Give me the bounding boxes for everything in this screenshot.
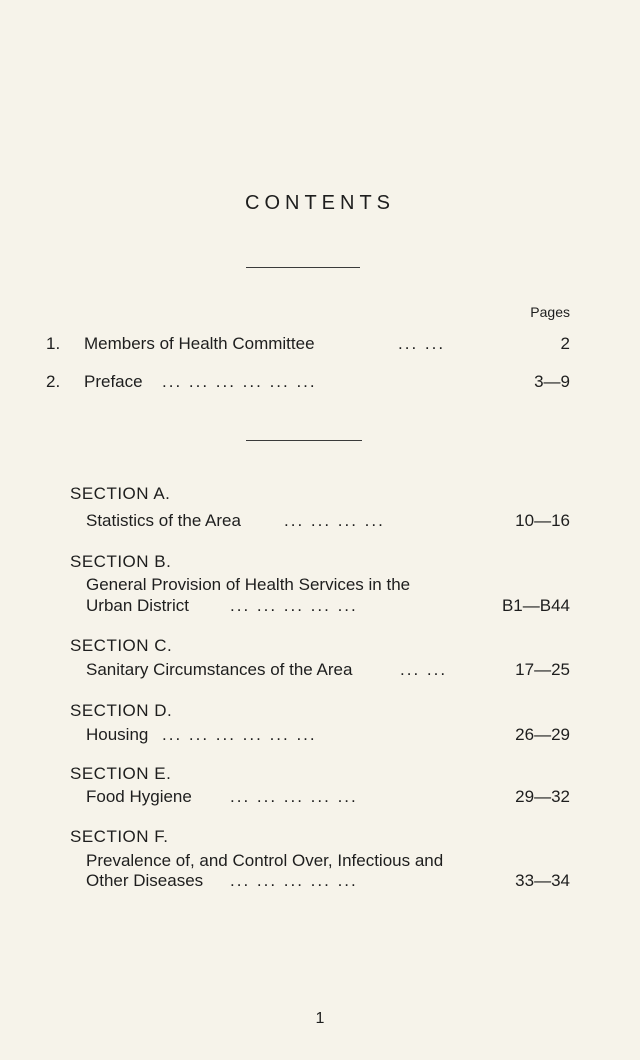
leader-dots: ... ... ... ... ...	[230, 596, 358, 615]
entry-pages: B1—B44	[501, 596, 570, 615]
leader-dots: ... ...	[400, 660, 448, 679]
leader-dots: ... ... ... ... ...	[230, 871, 358, 890]
entry-pages: 2	[560, 334, 570, 353]
pages-column-header: Pages	[530, 304, 570, 320]
entry-label: Sanitary Circumstances of the Area	[86, 660, 353, 679]
leader-dots: ... ... ... ... ...	[230, 787, 358, 806]
entry-pages: 17—25	[515, 660, 570, 679]
entry-number: 2.	[46, 372, 61, 391]
entry-label: Housing	[86, 725, 149, 744]
entry-label: Urban District	[86, 596, 189, 615]
toc-entry	[0, 660, 640, 684]
toc-entry	[0, 372, 640, 396]
leader-dots: ... ...	[398, 334, 446, 353]
toc-entry	[0, 511, 640, 535]
section-heading: SECTION C.	[70, 636, 173, 655]
toc-entry	[0, 596, 640, 620]
entry-pages: 33—34	[515, 871, 570, 890]
toc-entry	[0, 725, 640, 749]
leader-dots: ... ... ... ... ... ...	[162, 372, 317, 391]
entry-pages: 29—32	[515, 787, 570, 806]
entry-label: Other Diseases	[86, 871, 204, 890]
leader-dots: ... ... ... ... ... ...	[162, 725, 317, 744]
toc-entry	[0, 871, 640, 895]
toc-entry	[0, 334, 640, 358]
entry-label: Members of Health Committee	[84, 334, 315, 353]
entry-pages: 3—9	[534, 372, 570, 391]
section-heading: SECTION D.	[70, 701, 173, 720]
section-heading: SECTION F.	[70, 827, 169, 846]
section-heading: SECTION E.	[70, 764, 172, 783]
divider-rule	[246, 267, 360, 268]
entry-label: Statistics of the Area	[86, 511, 241, 530]
section-heading: SECTION A.	[70, 484, 171, 503]
entry-number: 1.	[46, 334, 61, 353]
entry-pages: 26—29	[515, 725, 570, 744]
entry-label: Preface	[84, 372, 143, 391]
contents-title: CONTENTS	[245, 192, 395, 214]
entry-label: General Provision of Health Services in the	[86, 575, 411, 594]
entry-label: Food Hygiene	[86, 787, 192, 806]
leader-dots: ... ... ... ...	[284, 511, 385, 530]
entry-label: Prevalence of, and Control Over, Infectious and	[86, 851, 444, 870]
entry-pages: 10—16	[515, 511, 570, 530]
section-heading: SECTION B.	[70, 552, 172, 571]
page-number: 1	[315, 1010, 325, 1027]
toc-entry	[0, 787, 640, 811]
divider-rule	[246, 440, 362, 441]
